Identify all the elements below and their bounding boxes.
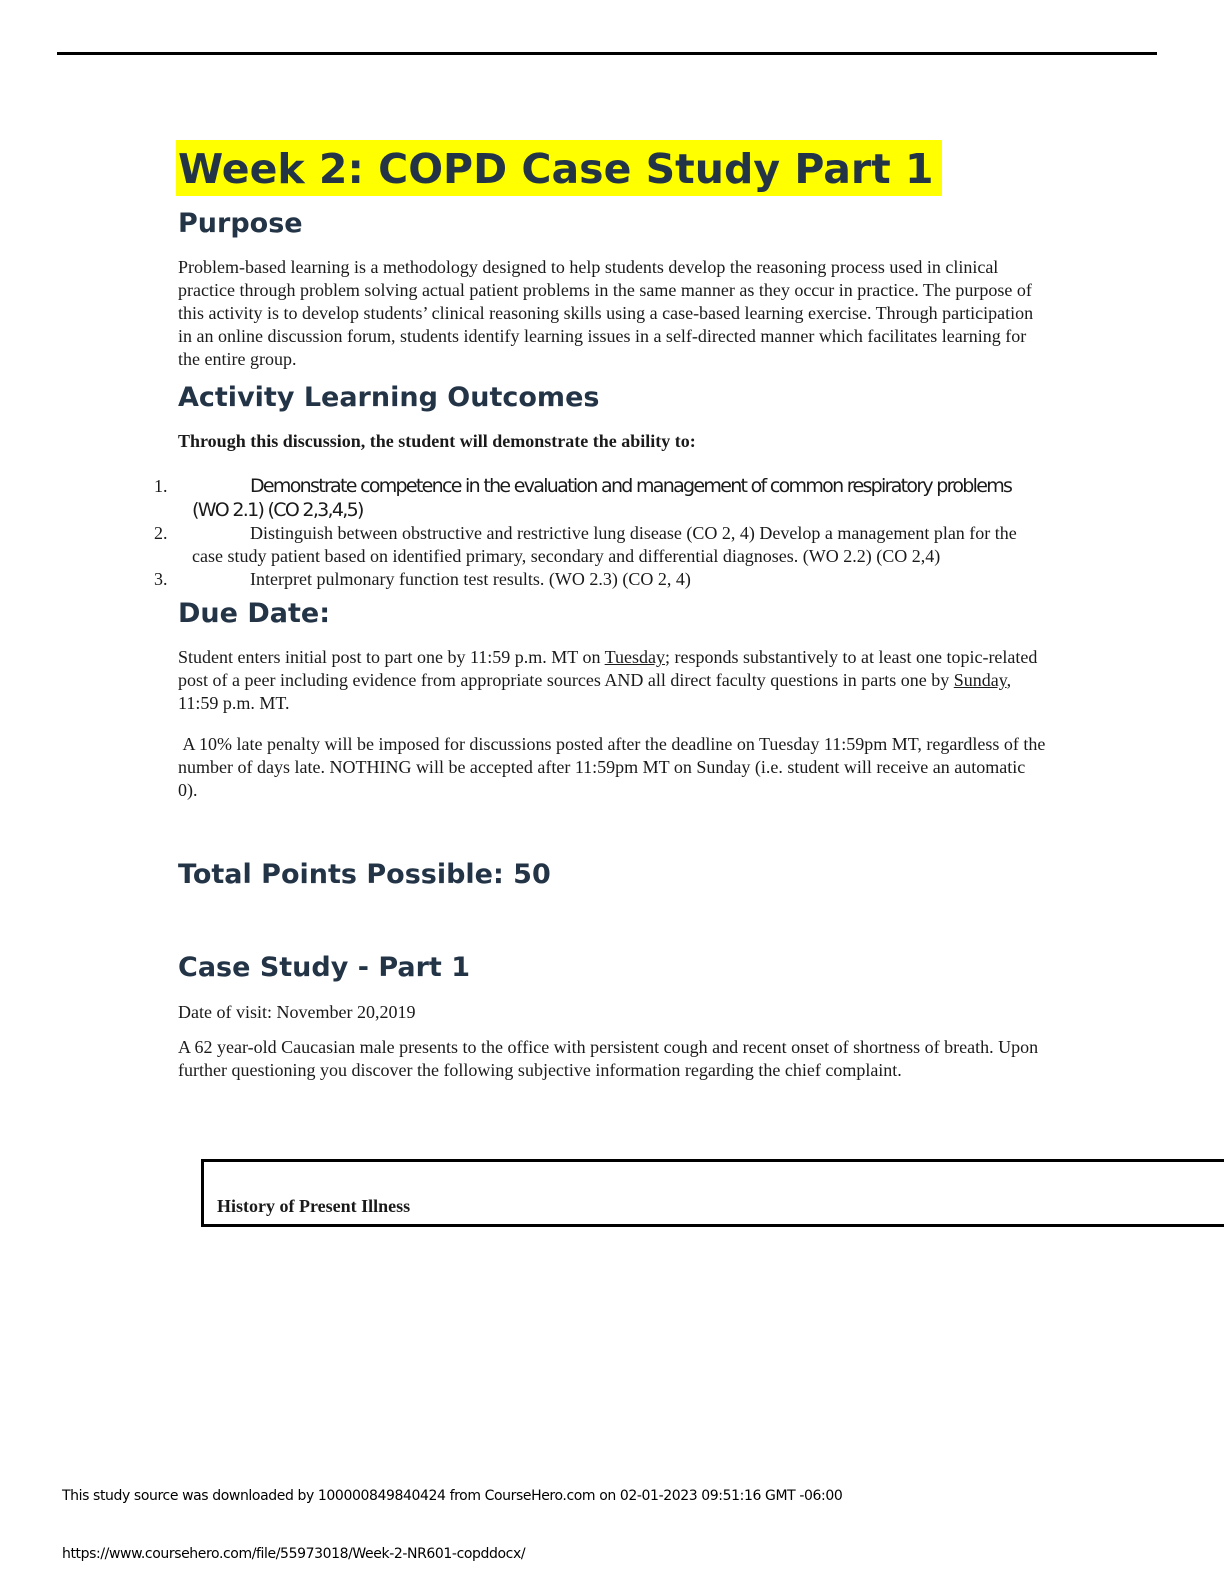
outcome-text: Interpret pulmonary function test results. (WO 2.3) (CO 2, 4) — [250, 569, 691, 589]
outcome-item — [156, 522, 1036, 568]
top-horizontal-rule — [57, 52, 1157, 55]
late-penalty-paragraph: A 10% late penalty will be imposed for discussions posted after the deadline on Tuesday 11:59pm MT, regardless of the number of days late. NOTHING will be accepted after 11:59pm MT on Sunday (i.e. student will receive an automatic 0). — [178, 734, 1050, 800]
purpose-heading: Purpose — [178, 208, 303, 239]
history-of-present-illness-box — [201, 1159, 1224, 1227]
document-body — [154, 140, 1050, 1082]
outcome-number: 1. — [154, 476, 168, 496]
outcomes-list — [156, 474, 1036, 591]
case-study-body: A 62 year-old Caucasian male presents to the office with persistent cough and recent onset of shortness of breath. Upon further questioning you discover the following subjective information regarding the chief complaint. — [178, 1037, 1039, 1080]
hpi-label: History of Present Illness — [217, 1196, 411, 1216]
purpose-body: Problem-based learning is a methodology designed to help students develop the reasoning process used in clinical practice through problem solving actual patient problems in the same manner as they occur in practice. The purpose of this activity is to develop students’ clinical reasoning skills using a case-based learning exercise. Through participation in an online discussion forum, students identify learning issues in a self-directed manner which facilitates learning for the entire group. — [178, 257, 1034, 369]
outcomes-heading: Activity Learning Outcomes — [178, 382, 600, 413]
due-date-text-b: ; responds substantively to at least one topic-related post of a peer including evidence from appropriate sources AND all direct faculty questions in parts one by — [178, 647, 1038, 690]
due-day-tuesday: Tuesday — [604, 647, 665, 667]
due-day-sunday: Sunday — [953, 670, 1007, 690]
due-date-paragraph — [178, 646, 1048, 715]
case-study-heading: Case Study - Part 1 — [178, 952, 471, 983]
source-url[interactable]: https://www.coursehero.com/file/55973018/Week-2-NR601-copddocx/ — [62, 1546, 526, 1562]
due-date-heading: Due Date: — [178, 598, 330, 629]
outcome-text: Demonstrate competence in the evaluation and management of common respiratory problems (WO 2.1) (CO 2,3,4,5) — [192, 475, 1012, 521]
outcome-text: Distinguish between obstructive and restrictive lung disease (CO 2, 4) Develop a management plan for the case study patient based on identified primary, secondary and differential diagnoses. (WO 2.2) (CO 2,4) — [192, 523, 1017, 566]
outcome-item — [156, 568, 1036, 591]
outcome-number: 3. — [154, 569, 168, 589]
outcome-number: 2. — [154, 523, 168, 543]
page-title: Week 2: COPD Case Study Part 1 — [176, 140, 942, 196]
download-note: This study source was downloaded by 100000849840424 from CourseHero.com on 02-01-2023 09:51:16 GMT -06:00 — [62, 1488, 843, 1504]
outcomes-intro: Through this discussion, the student will demonstrate the ability to: — [178, 431, 696, 451]
total-points: Total Points Possible: 50 — [178, 859, 551, 890]
date-of-visit: Date of visit: November 20,2019 — [178, 1002, 416, 1022]
outcome-item — [156, 474, 1036, 522]
due-date-text-c: , 11:59 p.m. MT. — [178, 670, 1012, 713]
due-date-text-a: Student enters initial post to part one by 11:59 p.m. MT on — [178, 647, 605, 667]
